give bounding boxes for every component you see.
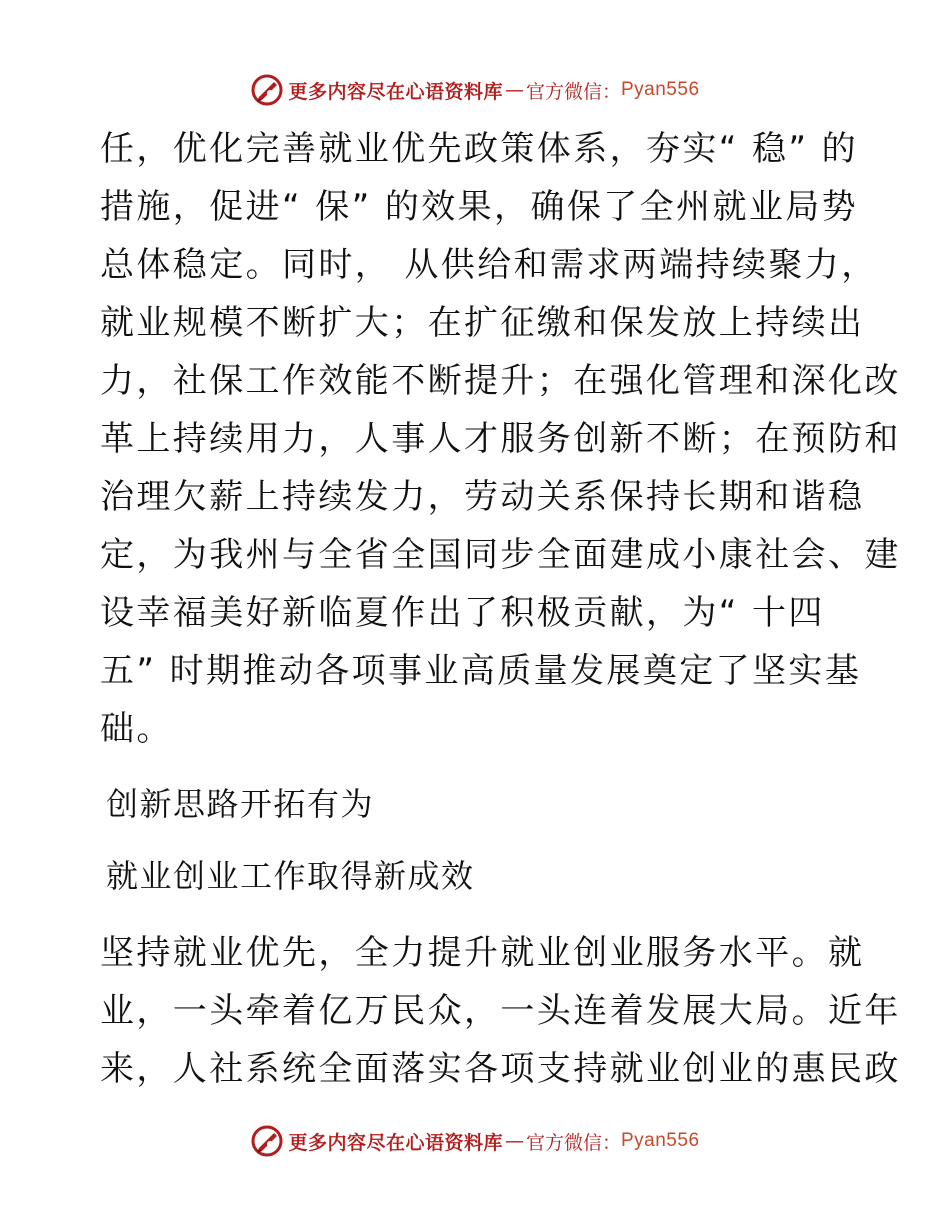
- section-subheading: 就业创业工作取得新成效: [106, 857, 475, 895]
- paragraph-2: [100, 924, 901, 1098]
- banner-wechat-id: Pyan556: [621, 1130, 700, 1151]
- text-line: 五” 时期推动各项事业高质量发展奠定了坚实基: [100, 651, 862, 691]
- text-line: 础。: [100, 709, 173, 749]
- text-line: 革上持续用力，人事人才服务创新不断；在预防和: [100, 419, 901, 459]
- banner-wechat-label: 官方微信：: [525, 80, 621, 103]
- banner-separator: —: [504, 1130, 524, 1152]
- footer-banner: [0, 1121, 950, 1161]
- paragraph-1: [100, 120, 901, 758]
- text-line: 力，社保工作效能不断提升；在强化管理和深化改: [100, 361, 901, 401]
- text-line: 就业规模不断扩大；在扩征缴和保发放上持续出: [100, 303, 865, 343]
- text-line: 总体稳定。同时， 从供给和需求两端持续聚力，: [100, 245, 878, 285]
- text-line: 措施，促进“ 保” 的效果，确保了全州就业局势: [100, 187, 859, 227]
- banner-wechat-id: Pyan556: [621, 79, 700, 100]
- text-line: 任，优化完善就业优先政策体系，夯实“ 稳” 的: [100, 129, 859, 169]
- banner-separator: —: [504, 79, 524, 101]
- text-line: 治理欠薪上持续发力，劳动关系保持长期和谐稳: [100, 477, 865, 517]
- text-line: 设幸福美好新临夏作出了积极贡献，为“ 十四: [100, 593, 825, 633]
- text-line: 业，一头牵着亿万民众，一头连着发展大局。近年: [100, 991, 901, 1031]
- pen-logo-icon: [250, 73, 284, 107]
- header-banner: [0, 70, 950, 110]
- banner-wechat-label: 官方微信：: [525, 1131, 621, 1154]
- document-body: [100, 120, 901, 1098]
- pen-logo-icon: [250, 1124, 284, 1158]
- text-line: 定，为我州与全省全国同步全面建成小康社会、建: [100, 535, 901, 575]
- section-heading: 创新思路开拓有为: [106, 785, 375, 823]
- text-line: 来，人社系统全面落实各项支持就业创业的惠民政: [100, 1049, 901, 1089]
- banner-text: 更多内容尽在心语资料库: [288, 80, 503, 103]
- text-line: 坚持就业优先，全力提升就业创业服务水平。就: [100, 933, 865, 973]
- banner-text: 更多内容尽在心语资料库: [288, 1131, 503, 1154]
